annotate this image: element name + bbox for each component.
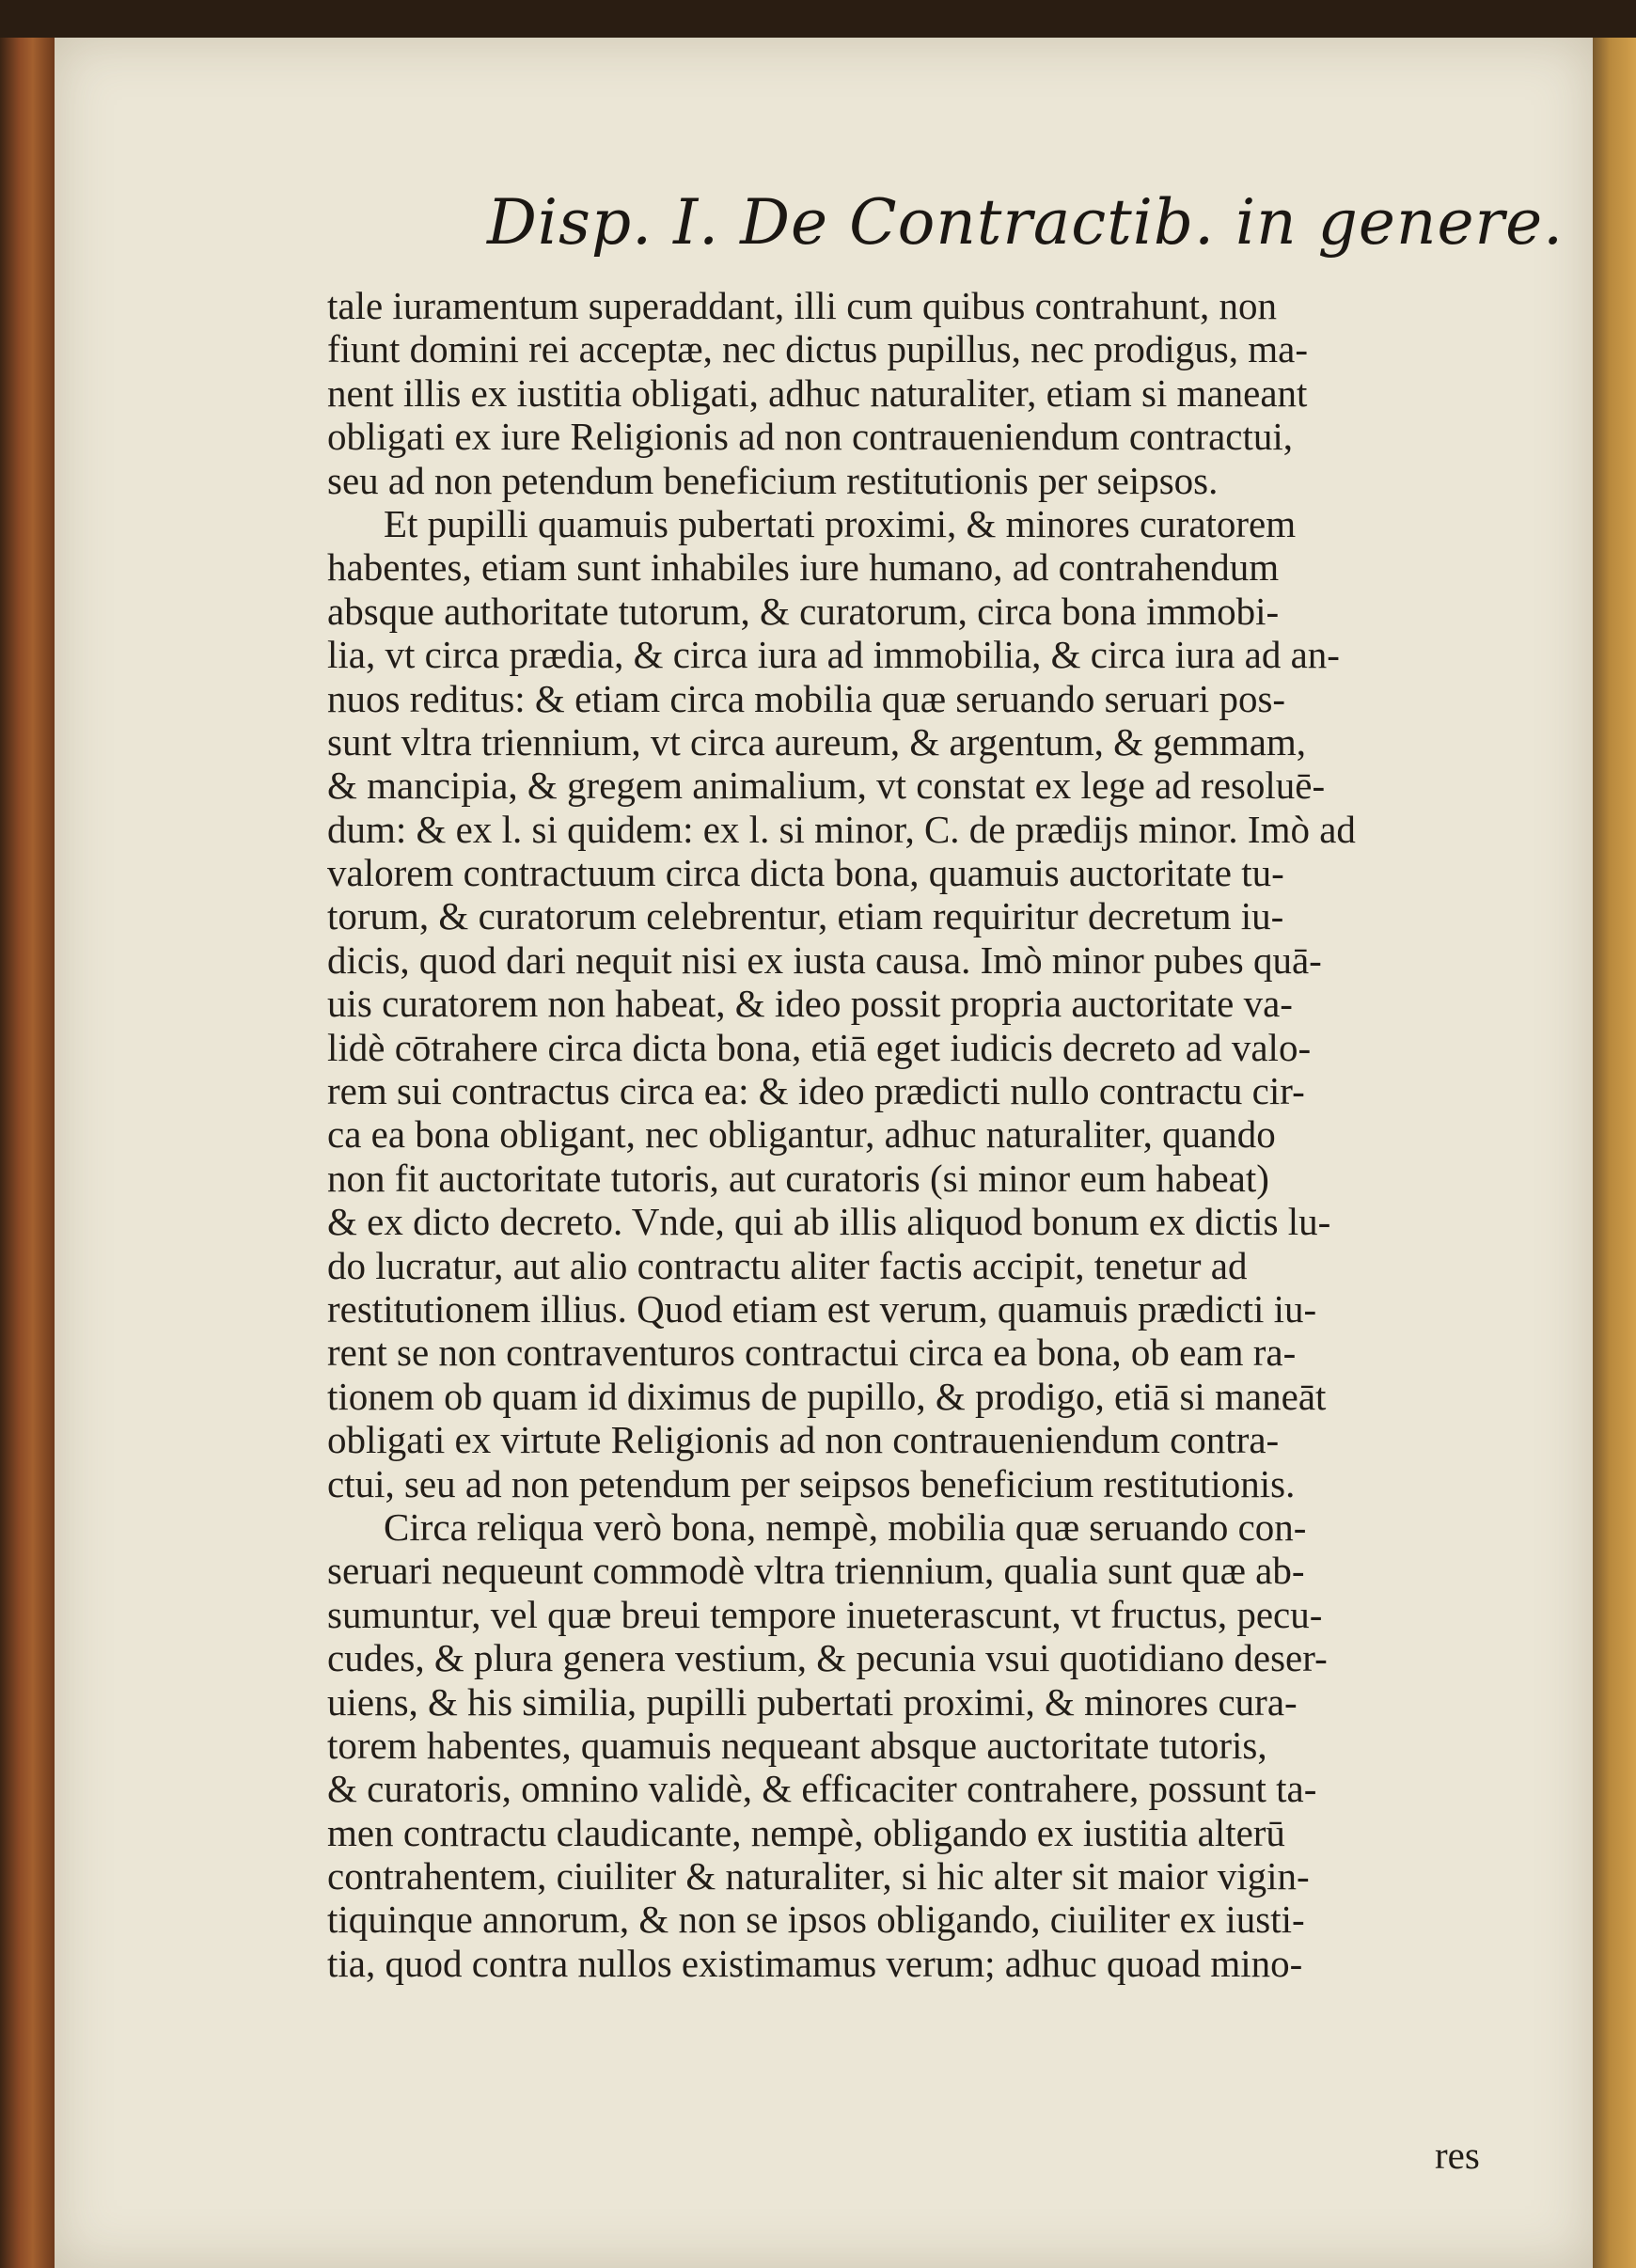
text-line: ca ea bona obligant, nec obligantur, adhuc naturaliter, quando bbox=[327, 1112, 1276, 1157]
text-line: seruari nequeunt commodè vltra triennium, qualia sunt quæ ab- bbox=[327, 1549, 1305, 1593]
paragraph-start-line: Circa reliqua verò bona, nempè, mobilia quæ seruando con- bbox=[384, 1504, 1307, 1549]
text-line: & mancipia, & gregem animalium, vt constat ex lege ad resoluē- bbox=[327, 764, 1326, 808]
text-line: & curatoris, omnino validè, & efficaciter contrahere, possunt ta- bbox=[327, 1767, 1317, 1811]
text-line: fiunt domini rei acceptæ, nec dictus pupillus, nec prodigus, ma- bbox=[327, 327, 1308, 371]
text-line: obligati ex iure Religionis ad non contraueniendum contractui, bbox=[327, 415, 1294, 459]
text-line: tiquinque annorum, & non se ipsos obligando, ciuiliter ex iusti- bbox=[327, 1898, 1305, 1942]
text-line: rent se non contraventuros contractui circa ea bona, ob eam ra- bbox=[327, 1331, 1297, 1375]
text-line: sunt vltra triennium, vt circa aureum, & argentum, & gemmam, bbox=[327, 719, 1307, 764]
running-head: Disp. I. De Contractib. in genere. bbox=[487, 186, 1565, 259]
paragraph-start-line: Et pupilli quamuis pubertati proximi, & minores curatorem bbox=[384, 501, 1297, 545]
text-line: sumuntur, vel quæ breui tempore inueterascunt, vt fructus, pecu- bbox=[327, 1592, 1323, 1636]
text-line: obligati ex virtute Religionis ad non contraueniendum contra- bbox=[327, 1418, 1280, 1462]
text-line: dum: & ex l. si quidem: ex l. si minor, C. de prædijs minor. Imò ad bbox=[327, 807, 1356, 851]
text-line: contrahentem, ciuiliter & naturaliter, si hic alter sit maior vigin- bbox=[327, 1854, 1310, 1898]
text-line: non fit auctoritate tutoris, aut curatoris (si minor eum habeat) bbox=[327, 1156, 1269, 1200]
text-line: tale iuramentum superaddant, illi cum quibus contrahunt, non bbox=[327, 284, 1277, 327]
text-line: cudes, & plura genera vestium, & pecunia vsui quotidiano deser- bbox=[327, 1636, 1328, 1680]
text-line: uis curatorem non habeat, & ideo possit propria auctoritate va- bbox=[327, 982, 1293, 1026]
text-line: men contractu claudicante, nempè, obligando ex iustitia alterū bbox=[327, 1810, 1285, 1854]
text-line: tia, quod contra nullos existimamus verum; adhuc quoad mino- bbox=[327, 1941, 1303, 1985]
page-fore-edge bbox=[1593, 38, 1636, 2268]
text-line: valorem contractuum circa dicta bona, quamuis auctoritate tu- bbox=[327, 851, 1284, 895]
text-line: habentes, etiam sunt inhabiles iure humano, ad contrahendum bbox=[327, 545, 1280, 590]
text-line: rem sui contractus circa ea: & ideo prædicti nullo contractu cir- bbox=[327, 1069, 1305, 1113]
text-line: absque authoritate tutorum, & curatorum, circa bona immobi- bbox=[327, 589, 1280, 633]
page-sheet bbox=[55, 38, 1593, 2268]
text-line: lidè cōtrahere circa dicta bona, etiā eget iudicis decreto ad valo- bbox=[327, 1025, 1312, 1069]
book-binding-edge bbox=[0, 38, 55, 2268]
text-line: torum, & curatorum celebrentur, etiam requiritur decretum iu- bbox=[327, 894, 1284, 938]
text-line: dicis, quod dari nequit nisi ex iusta causa. Imò minor pubes quā- bbox=[327, 937, 1322, 982]
text-line: torem habentes, quamuis nequeant absque auctoritate tutoris, bbox=[327, 1723, 1267, 1767]
text-line: restitutionem illius. Quod etiam est verum, quamuis prædicti iu- bbox=[327, 1286, 1317, 1331]
text-line: & ex dicto decreto. Vnde, qui ab illis aliquod bonum ex dictis lu- bbox=[327, 1200, 1331, 1244]
text-line: seu ad non petendum beneficium restitutionis per seipsos. bbox=[327, 458, 1219, 502]
text-line: tionem ob quam id diximus de pupillo, & prodigo, etiā si maneāt bbox=[327, 1374, 1327, 1418]
catchword: res bbox=[1435, 2134, 1480, 2177]
text-line: ctui, seu ad non petendum per seipsos beneficium restitutionis. bbox=[327, 1461, 1296, 1505]
text-line: do lucratur, aut alio contractu aliter factis accipit, tenetur ad bbox=[327, 1243, 1248, 1287]
text-line: nent illis ex iustitia obligati, adhuc naturaliter, etiam si maneant bbox=[327, 370, 1308, 415]
body-text bbox=[327, 284, 1549, 1985]
text-line: nuos reditus: & etiam circa mobilia quæ seruando seruari pos- bbox=[327, 676, 1286, 720]
text-line: uiens, & his similia, pupilli pubertati proximi, & minores cura- bbox=[327, 1679, 1298, 1724]
text-line: lia, vt circa prædia, & circa iura ad immobilia, & circa iura ad an- bbox=[327, 633, 1340, 677]
